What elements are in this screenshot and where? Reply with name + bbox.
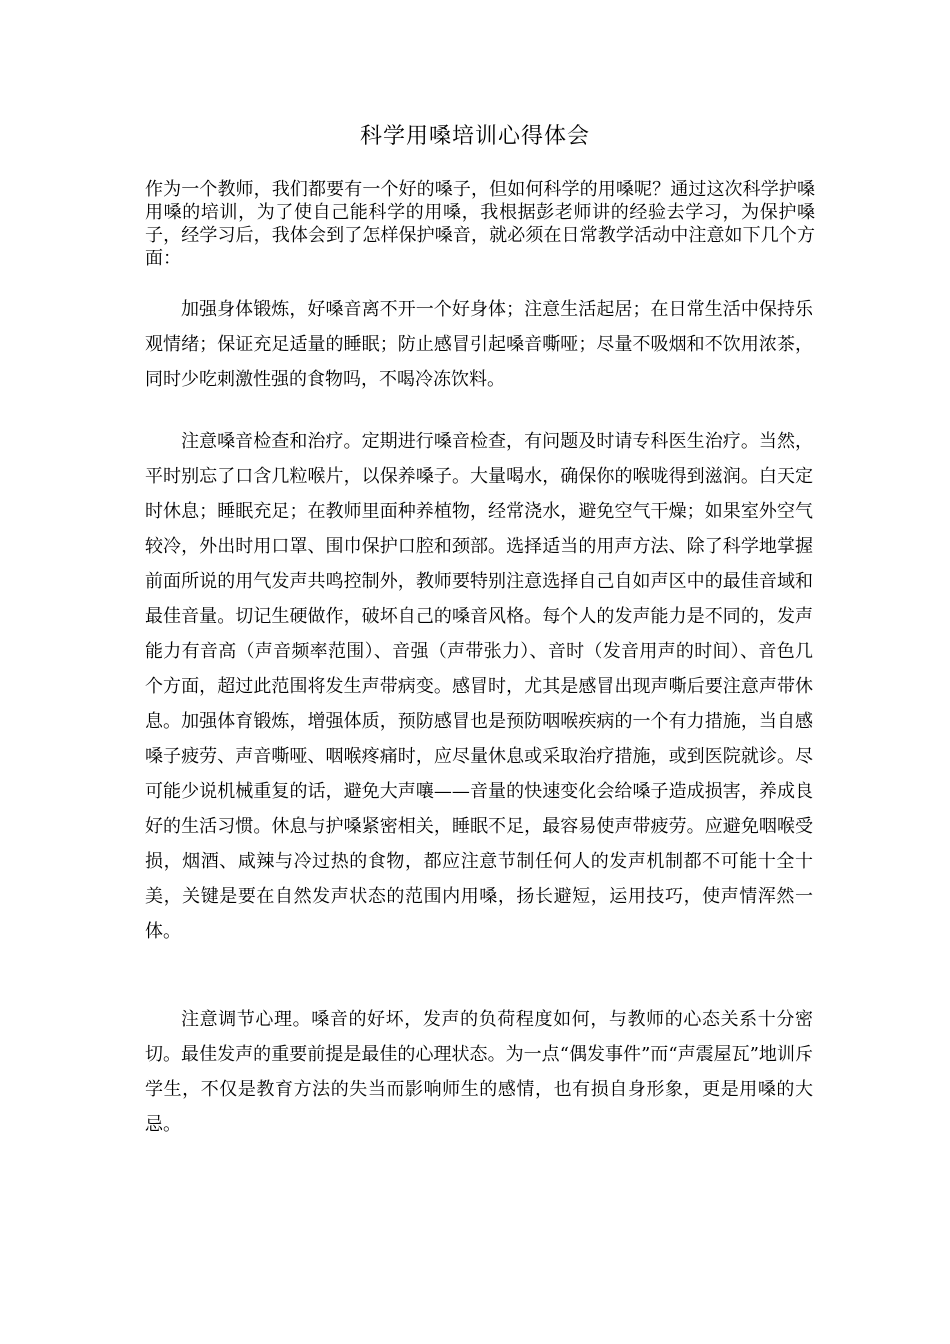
body-paragraph-1: 加强身体锻炼，好嗓音离不开一个好身体；注意生活起居；在日常生活中保持乐观情绪；保证充足适量的睡眠；防止感冒引起嗓音嘶哑；尽量不吸烟和不饮用浓茶，同时少吃刺激性强的食物吗，不喝冷冻饮料。	[145, 299, 813, 390]
intro-paragraph: 作为一个教师，我们都要有一个好的嗓子，但如何科学的用嗓呢？通过这次科学护嗓用嗓的培训，为了使自己能科学的用嗓，我根据彭老师讲的经验去学习，为保护嗓子，经学习后，我体会到了怎样保护嗓音，就必须在日常教学活动中注意如下几个方面：	[145, 179, 815, 269]
document-title: 科学用嗓培训心得体会	[359, 124, 590, 149]
body-paragraph-2: 注意嗓音检查和治疗。定期进行嗓音检查，有问题及时请专科医生治疗。当然，平时别忘了口含几粒喉片，以保养嗓子。大量喝水，确保你的喉咙得到滋润。白天定时休息；睡眠充足；在教师里面种养植物，经常浇水，避免空气干燥；如果室外空气较冷，外出时用口罩、围巾保护口腔和颈部。选择适当的用声方法、除了科学地掌握前面所说的用气发声共鸣控制外，教师要特别注意选择自己自如声区中的最佳音域和最佳音量。切记生硬做作，破坏自己的嗓音风格。每个人的发声能力是不同的，发声能力有音高（声音频率范围）、音强（声带张力）、音时（发音用声的时间）、音色几个方面，超过此范围将发生声带病变。感冒时，尤其是感冒出现声嘶后要注意声带休息。加强体育锻炼，增强体质，预防感冒也是预防咽喉疾病的一个有力措施，当自感嗓子疲劳、声音嘶哑、咽喉疼痛时，应尽量休息或采取治疗措施，或到医院就诊。尽可能少说机械重复的话，避免大声嚷——音量的快速变化会给嗓子造成损害，养成良好的生活习惯。休息与护嗓紧密相关，睡眠不足，最容易使声带疲劳。应避免咽喉受损，烟酒、咸辣与冷过热的食物，都应注意节制任何人的发声机制都不可能十全十美，关键是要在自然发声状态的范围内用嗓，扬长避短，运用技巧，使声情浑然一体。	[145, 431, 813, 942]
body-paragraph-3: 注意调节心理。嗓音的好坏，发声的负荷程度如何，与教师的心态关系十分密切。最佳发声的重要前提是最佳的心理状态。为一点“偶发事件”而“声震屋瓦”地训斥学生，不仅是教育方法的失当而影响师生的感情，也有损自身形象，更是用嗓的大忌。	[145, 1009, 813, 1135]
